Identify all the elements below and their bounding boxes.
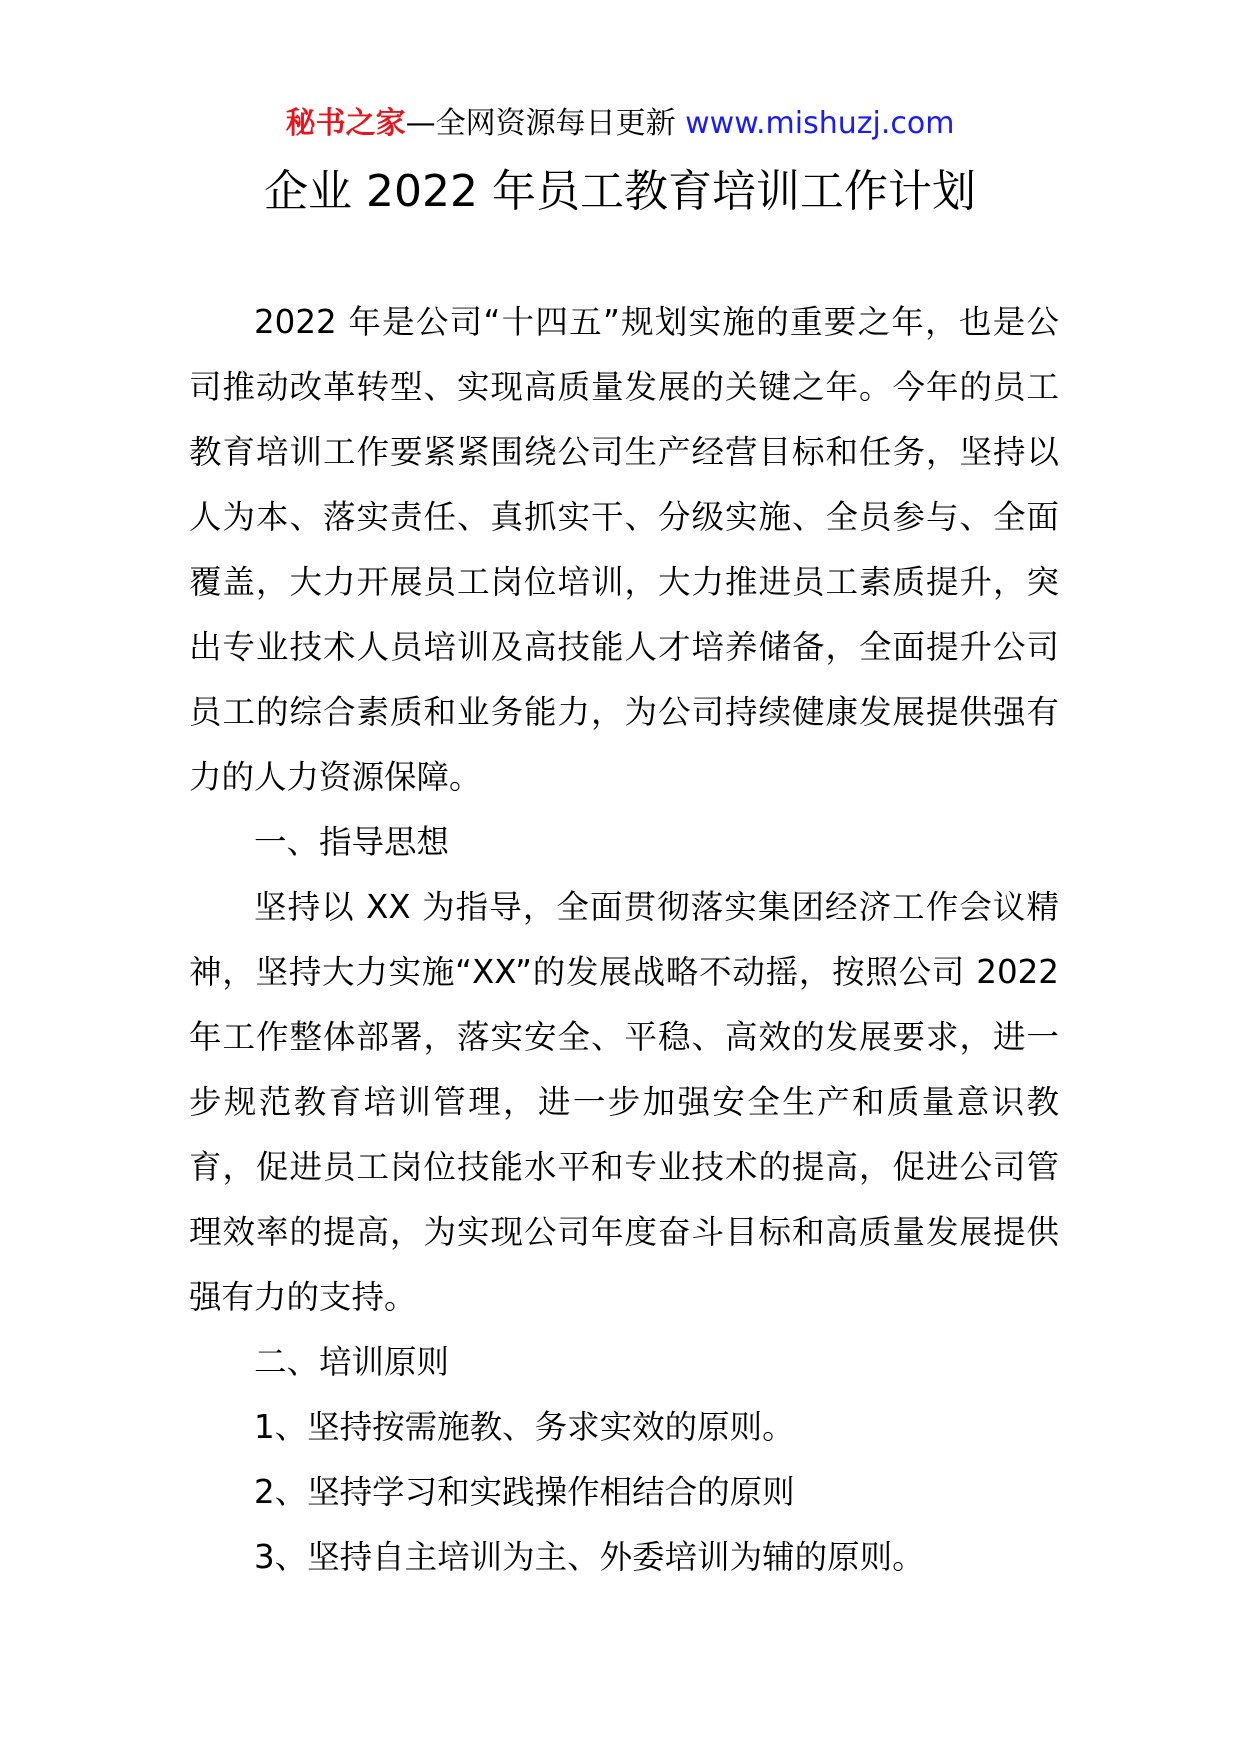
principle-item-3: 3、坚持自主培训为主、外委培训为辅的原则。 (254, 1538, 925, 1576)
principle-item-2: 2、坚持学习和实践操作相结合的原则 (254, 1473, 795, 1511)
document-title: 企业 2022 年员工教育培训工作计划 (264, 166, 976, 217)
intro-paragraph: 2022 年是公司“十四五”规划实施的重要之年，也是公司推动改革转型、实现高质量发展的关键之年。今年的员工教育培训工作要紧紧围绕公司生产经营目标和任务，坚持以人为本、落实责任、真抓实干、分级实施、全员参与、全面覆盖，大力开展员工岗位培训，大力推进员工素质提升，突出专业技术人员培训及高技能人才培养储备，全面提升公司员工的综合素质和业务能力，为公司持续健康发展提供强有力的人力资源保障。 (189, 303, 1059, 796)
document-body (189, 290, 1059, 1590)
section-heading-training-principles: 二、培训原则 (254, 1343, 450, 1381)
site-url-link[interactable]: www.mishuzj.com (685, 106, 955, 141)
site-slogan: —全网资源每日更新 (405, 106, 686, 141)
site-brand: 秘书之家 (285, 106, 406, 141)
guiding-ideology-paragraph: 坚持以 XX 为指导，全面贯彻落实集团经济工作会议精神，坚持大力实施“XX”的发展战略不动摇，按照公司 2022 年工作整体部署，落实安全、平稳、高效的发展要求，进一步规范教育培训管理，进一步加强安全生产和质量意识教育，促进员工岗位技能水平和专业技术的提高，促进公司管理效率的提高，为实现公司年度奋斗目标和高质量发展提供强有力的支持。 (189, 888, 1059, 1316)
site-header (0, 102, 1240, 146)
principle-item-1: 1、坚持按需施教、务求实效的原则。 (254, 1408, 795, 1446)
section-heading-guiding-ideology: 一、指导思想 (254, 823, 450, 861)
